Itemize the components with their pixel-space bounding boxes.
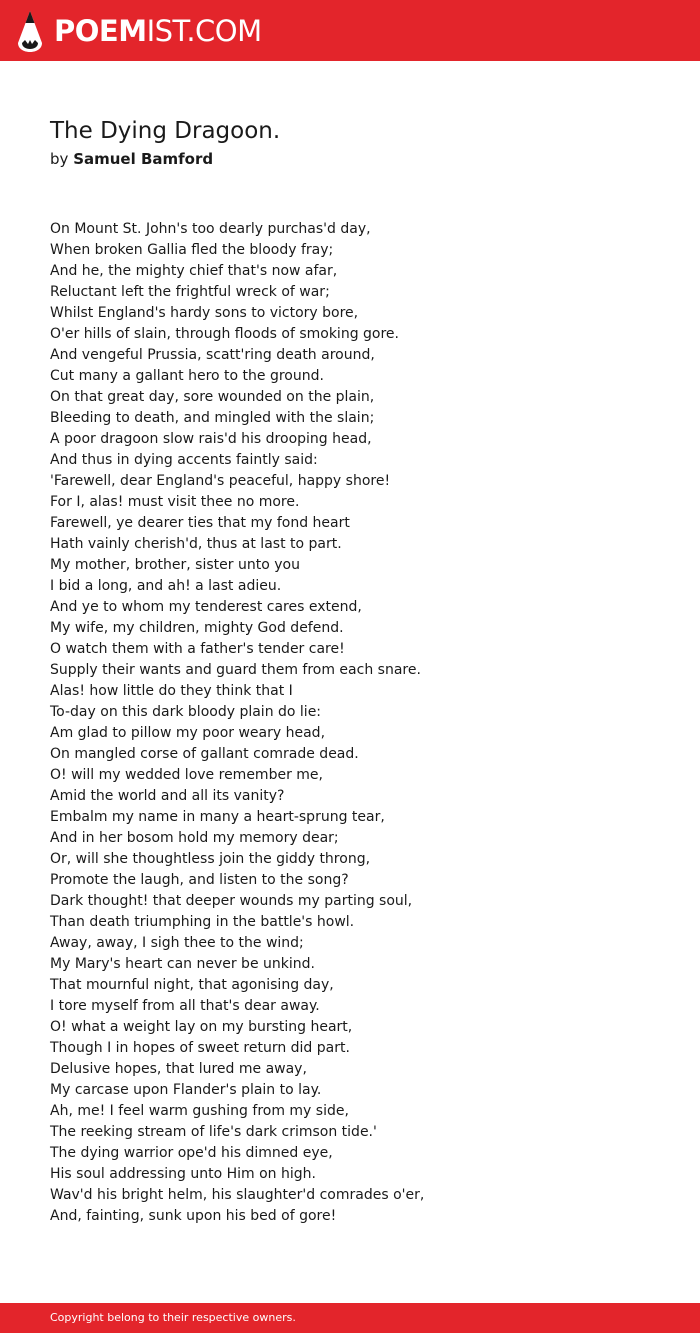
- poem-line: My wife, my children, mighty God defend.: [50, 620, 344, 636]
- poem-title: The Dying Dragoon.: [50, 118, 281, 144]
- poem-line: Amid the world and all its vanity?: [50, 788, 285, 804]
- poem-line: Farewell, ye dearer ties that my fond heart: [50, 515, 350, 531]
- poem-line: Or, will she thoughtless join the giddy throng,: [50, 851, 371, 867]
- poem-line: 'Farewell, dear England's peaceful, happy shore!: [50, 473, 391, 489]
- poem-line: My Mary's heart can never be unkind.: [50, 956, 315, 972]
- poem-line: When broken Gallia fled the bloody fray;: [50, 242, 334, 258]
- logo-wordmark: [54, 9, 262, 53]
- poem-line: Bleeding to death, and mingled with the slain;: [50, 410, 375, 426]
- poem-line: Alas! how little do they think that I: [50, 683, 293, 699]
- poem-line: And vengeful Prussia, scatt'ring death around,: [50, 347, 375, 363]
- poem-line: Embalm my name in many a heart-sprung tear,: [50, 809, 385, 825]
- poem-line: A poor dragoon slow rais'd his drooping head,: [50, 431, 372, 447]
- poem-line: On mangled corse of gallant comrade dead.: [50, 746, 359, 762]
- poem-line: O watch them with a father's tender care!: [50, 641, 345, 657]
- poem-line: My carcase upon Flander's plain to lay.: [50, 1082, 322, 1098]
- author-link[interactable]: Samuel Bamford: [73, 150, 214, 168]
- poem-line: O'er hills of slain, through floods of smoking gore.: [50, 326, 399, 342]
- poem-line: And in her bosom hold my memory dear;: [50, 830, 339, 846]
- poem-byline: [50, 148, 213, 170]
- logo-wordmark-light: IST.COM: [146, 14, 262, 48]
- poem-line: Whilst England's hardy sons to victory bore,: [50, 305, 359, 321]
- site-logo[interactable]: [17, 9, 262, 53]
- copyright-text: Copyright belong to their respective owners.: [50, 1311, 296, 1324]
- poem-line: To-day on this dark bloody plain do lie:: [50, 704, 322, 720]
- poem-line: On Mount St. John's too dearly purchas'd day,: [50, 221, 371, 237]
- poem-body: [50, 219, 650, 1227]
- poem-line: Dark thought! that deeper wounds my parting soul,: [50, 893, 413, 909]
- site-header: [0, 0, 700, 61]
- poem-line: Cut many a gallant hero to the ground.: [50, 368, 324, 384]
- poem-line: I bid a long, and ah! a last adieu.: [50, 578, 282, 594]
- poem-line: The reeking stream of life's dark crimson tide.': [50, 1124, 377, 1140]
- poem-line: My mother, brother, sister unto you: [50, 557, 300, 573]
- poem-line: That mournful night, that agonising day,: [50, 977, 334, 993]
- by-label: by: [50, 150, 69, 168]
- poem-line: For I, alas! must visit thee no more.: [50, 494, 300, 510]
- pencil-icon: [17, 10, 43, 53]
- poem-line: His soul addressing unto Him on high.: [50, 1166, 316, 1182]
- logo-wordmark-strong: POEM: [54, 14, 147, 48]
- poem-line: Hath vainly cherish'd, thus at last to part.: [50, 536, 342, 552]
- poem-line: And ye to whom my tenderest cares extend,: [50, 599, 362, 615]
- site-footer: [0, 1303, 700, 1333]
- poem-line: Reluctant left the frightful wreck of war;: [50, 284, 330, 300]
- poem-line: The dying warrior ope'd his dimned eye,: [50, 1145, 333, 1161]
- poem-line: Ah, me! I feel warm gushing from my side,: [50, 1103, 349, 1119]
- poem-line: And thus in dying accents faintly said:: [50, 452, 318, 468]
- poem-line: Though I in hopes of sweet return did part.: [50, 1040, 350, 1056]
- poem-line: Delusive hopes, that lured me away,: [50, 1061, 307, 1077]
- poem-line: And he, the mighty chief that's now afar,: [50, 263, 338, 279]
- poem-line: Am glad to pillow my poor weary head,: [50, 725, 326, 741]
- poem-line: On that great day, sore wounded on the plain,: [50, 389, 375, 405]
- poem-line: O! will my wedded love remember me,: [50, 767, 323, 783]
- poem-line: Away, away, I sigh thee to the wind;: [50, 935, 304, 951]
- poem-line: Wav'd his bright helm, his slaughter'd comrades o'er,: [50, 1187, 425, 1203]
- poem-line: Promote the laugh, and listen to the song?: [50, 872, 349, 888]
- poem-line: Supply their wants and guard them from each snare.: [50, 662, 421, 678]
- poem-line: Than death triumphing in the battle's howl.: [50, 914, 355, 930]
- poem-line: O! what a weight lay on my bursting heart,: [50, 1019, 353, 1035]
- poem-line: And, fainting, sunk upon his bed of gore!: [50, 1208, 337, 1224]
- poem-line: I tore myself from all that's dear away.: [50, 998, 320, 1014]
